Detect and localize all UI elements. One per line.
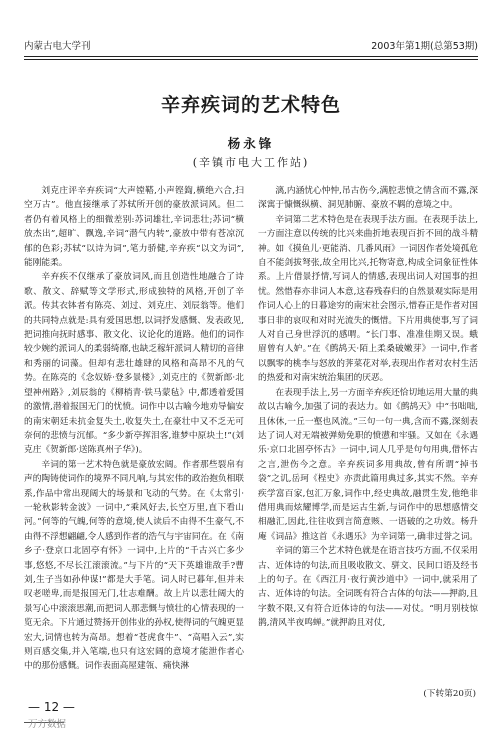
left-column — [24, 184, 244, 694]
article-author: 杨永锋 — [227, 136, 275, 151]
paragraph: 辛词第二艺术特色是在表现手法方面。在表现手法上,一方面注意以传统的比兴来曲折地表现百折不回的战斗精神。如《摸鱼儿·更能消、几番风雨》一词因作者处境孤危自不能剑拔弩张,故全用比兴,托物寄意,构成全词象征性体系。上片借景抒情,写词人的情感,表现出词人对国事的担忧。然惜春亦非词人本意,这春残春归的自然景观实际是用作词人心上的日暮途穷的南宋社会图示,惜春正是作者对国事日非的哀叹和对时光流失的慨惜。下片用典使事,写了词人对自己身世浮沉的感喟。“长门事、准准佳期又误。蛾眉曾有人妒。”在《鹧鸪天·陌上柔桑破嫩芽》一词中,作者以飘零的桃李与怒放的荠菜花对举,表现出作者对农村生活的热爱和对南宋统治集团的厌恶。 — [258, 214, 478, 384]
header-rule — [24, 56, 478, 60]
journal-name: 内蒙古电大学刊 — [24, 41, 91, 52]
paragraph: 辛词的第一艺术特色就是豪放宏阔。作者那些裂帛有声的陶铸使词作的境界不同凡响,与其宏伟的政治抱负相联系,作品中常出现阔大的场景和飞动的气势。在《太常引·一轮秋影转金波》一词中,“乘风好去,长空万里,直下看山河。”何等的气魄,何等的意境,使人读后不由得不生豪气,不由得不浮想翩翩,令人感到作者的浩气与宇宙同在。在《南乡子·登京口北固亭有怀》一词中,上片的“千古兴亡多少事,悠悠,不尽长江滚滚流。”与下片的“天下英雄谁敌手?曹刘,生子当如孙仲谋!”都是大手笔。词人时已暮年,但并未叹老嗟卑,而是报国无门,壮志难酬。故上片以悲壮阔大的景写心中滚滚思潮,而把词人那悲慨与愤壮的心情表现的一览无余。下片通过赞扬开创伟业的孙权,使得词的气魄更显宏大,词情也转为高昂。想着“苍虎食牛”、“高唱入云”,实则百感交集,并入笔端,也只有这宏阔的意境才能泄作者心中的那份感慨。词作表面高屋建瓴、痛快淋 — [24, 459, 244, 672]
page-number: — 12 — — [28, 700, 75, 714]
watermark-text: 万方数据 — [28, 719, 67, 730]
running-header — [24, 38, 478, 52]
issue-info: 2003年第1期(总第53期) — [371, 41, 478, 52]
paragraph: 辛弃疾不仅继承了豪放词风,而且创造性地融合了诗歌、散文、辞赋等文学形式,形成独特的风格,开创了辛派。传其衣钵者有陈亮、刘过、刘克庄、刘辰翁等。他们的共同特点就是:具有爱国思想,以词抒发感慨、发表政见,把词推向抚时感事、散文化、议论化的道路。他们的词作较少婉约派词人的柔弱绮靡,也缺乏稼轩派词人精切的音律和秀丽的词藻。但却有悲壮雄肆的风格和高昂不凡的气势。在陈亮的《念奴娇·登多景楼》,刘克庄的《贺新郎·北望神州路》,刘辰翁的《柳梢青·铁马蒙毡》中,都透着爱国的激情,潜着报国无门的忧愤。词作中以古喻今地劝导偏安的南宋朝廷未抗金复失土,收复失土,在豪壮中又不乏无可奈何的悲愤与沉郁。“多少新亭挥泪客,谁梦中原块土!”(刘克庄《贺新郎·送陈真州子华》)。 — [24, 272, 244, 456]
paragraph: 在表现手法上,另一方面辛弃疾还恰切地运用大量的典故以古喻今,加强了词的表达力。如《鹧鸪天》中“书咄咄,且休休,一丘一壑也风流。”三句一句一典,含而不露,深刻表达了词人对无端被弹劾免职的愤懑和牢骚。又如在《永遇乐·京口北固亭怀古》一词中,词人几乎是句句用典,借怀古之言,泄伤今之意。辛弃疾词多用典故,曾有所谓“掉书袋”之讥,岳珂《桯史》亦责此篇用典过多,其实不然。辛弃疾学富百家,包汇万象,词作中,经史典故,融贯生发,他绝非借用典而炫耀博学,而是运古生新,与词作中的思想感情交相融汇,因此,往往收到言简意赅、一语破的之功效。杨升庵《词品》推这首《永遇乐》为辛词第一,确非过誉之词。 — [258, 387, 478, 542]
paragraph: 漓,内涵忧心忡忡,吊古伤今,满腔悲愤之情含而不露,深深寓于慷慨纵横、洞见肺腑、豪放不羁的意境之中。 — [258, 186, 478, 211]
author-affiliation: (辛镇市电大工作站) — [192, 156, 310, 169]
article-title: 辛弃疾词的艺术特色 — [160, 94, 341, 116]
paragraph: 辛词的第三个艺术特色就是在语言技巧方面,不仅采用古、近体诗的句法,而且吸收散文、骈文、民间口语及经书上的句子。在《西江月·夜行黄沙道中》一词中,就采用了古、近体诗的句法。全词既有符合古体的句法——押韵,且字数不限,又有符合近体诗的句法——对仗。“明月别枝惊鹊,清风半夜鸣蝉。”就押韵且对仗, — [258, 546, 478, 629]
paragraph: 刘克庄评辛弃疾词“大声镗鞳,小声铿鍧,横绝六合,扫空万古”。他直接继承了苏轼所开创的豪放派词风。但二者仍有着风格上的细微差别:苏词雄壮,辛词悲壮;苏词“横放杰出”,超旷、飘逸,辛词“潜气内转”,豪放中带有苍凉沉郁的色彩;苏轼“以诗为词”,笔力骄健,辛弃疾“以文为词”,能刚能柔。 — [24, 186, 244, 269]
right-column — [258, 184, 478, 694]
article-body — [24, 184, 478, 694]
continued-note: (下转第20页) — [423, 689, 476, 699]
